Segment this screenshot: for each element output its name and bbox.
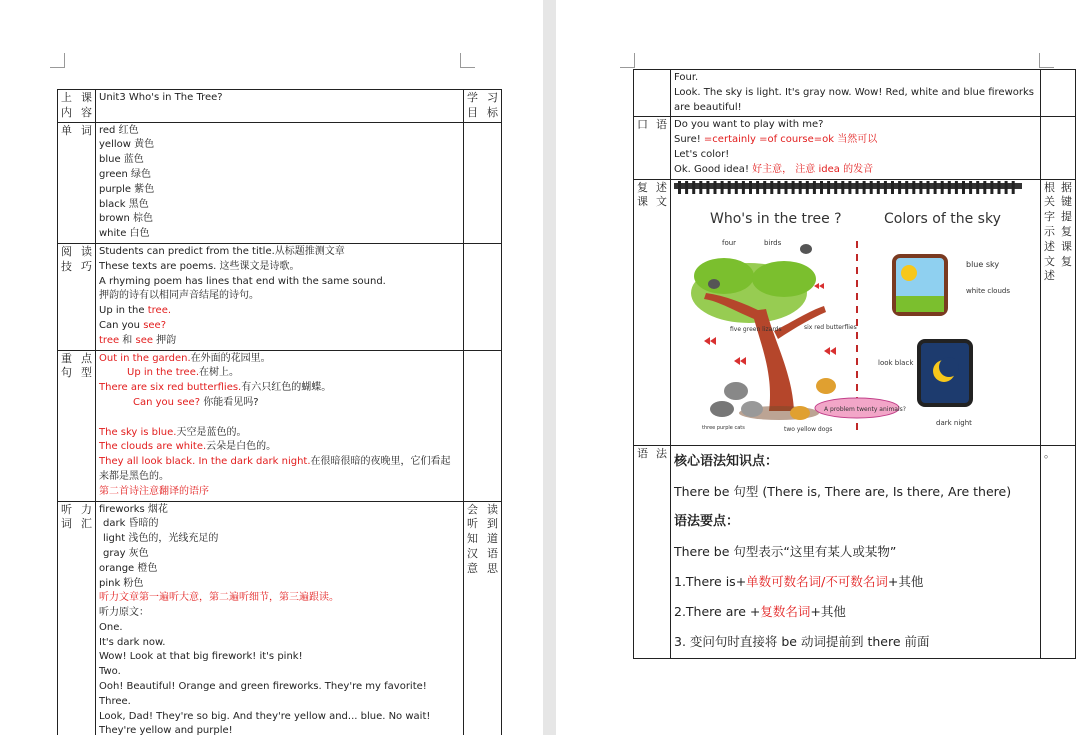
label-white-clouds: white clouds <box>966 286 1010 295</box>
content-line <box>674 133 1037 148</box>
row-label: 阅读技巧 <box>58 243 96 350</box>
highlight-text: The clouds are white. <box>99 441 207 453</box>
highlight-text: They all look black. In the dark dark night. <box>99 456 311 468</box>
content-line: red 红色 <box>99 124 139 136</box>
label-look-black: look black <box>878 358 914 367</box>
binding-ring <box>863 181 866 194</box>
content-line: purple 紫色 <box>99 183 155 195</box>
highlight-text: 听力文章第一遍听大意，第二遍听细节，第三遍跟读。 <box>99 592 339 604</box>
binding-ring <box>770 181 773 194</box>
text-span: Can you <box>99 319 144 331</box>
content-line: Unit3 Who's in The Tree? <box>99 92 223 103</box>
table-row <box>634 179 1076 446</box>
binding-ring <box>706 181 709 194</box>
binding-ring <box>877 181 880 194</box>
binding-ring <box>742 181 745 194</box>
crop-mark <box>50 53 65 68</box>
binding-ring <box>870 181 873 194</box>
row-note <box>464 243 502 350</box>
row-note: 根据关键字提示复述课文复述 <box>1041 179 1076 446</box>
label-lizards: five green lizards <box>730 325 782 333</box>
row-note: 学习目标 <box>464 90 502 123</box>
row-content <box>671 446 1041 659</box>
blue-sky-window <box>894 256 946 314</box>
content-line: brown 棕色 <box>99 213 154 225</box>
content-line: Ooh! Beautiful! Orange and green fireworks. They're my favorite! <box>99 681 427 693</box>
content-line: light 浅色的，光线充足的 <box>103 533 219 545</box>
binding-ring <box>884 181 887 194</box>
content-line: white 白色 <box>99 228 150 240</box>
row-content <box>671 70 1041 117</box>
content-line <box>99 319 460 334</box>
content-line: Four. <box>674 72 699 83</box>
content-line: Students can predict from the title.从标题推测文章 <box>99 245 345 257</box>
crop-mark <box>620 53 635 68</box>
binding-ring <box>785 181 788 194</box>
content-line <box>99 485 460 500</box>
content-line: Do you want to play with me? <box>674 119 824 131</box>
row-note: 。 <box>1041 446 1076 659</box>
row-label: 单词 <box>58 122 96 243</box>
content-line <box>99 304 460 319</box>
content-line: fireworks 烟花 <box>99 503 168 515</box>
label-four: four <box>722 238 737 247</box>
content-line: orange 橙色 <box>99 562 158 574</box>
highlight-text: Can you see? <box>133 396 201 408</box>
text-span: 1.There is+ <box>674 574 747 590</box>
table-row <box>634 70 1076 117</box>
content-line <box>99 411 460 426</box>
content-line: yellow 黄色 <box>99 139 155 151</box>
binding-ring <box>699 181 702 194</box>
binding-ring <box>1012 181 1015 194</box>
lesson-table-body <box>58 90 502 735</box>
text-span: 在外面的花园里。 <box>190 352 271 364</box>
document-page-right <box>556 0 1080 735</box>
crop-mark <box>460 53 475 68</box>
label-butterflies: six red butterflies <box>804 323 857 331</box>
label-cats: three purple cats <box>702 424 745 431</box>
row-note <box>1041 70 1076 117</box>
highlight-text: Out in the garden. <box>99 352 191 364</box>
content-line: A rhyming poem has lines that end with the same sound. <box>99 275 386 287</box>
content-line: It's dark now. <box>99 636 166 648</box>
table-row <box>634 117 1076 179</box>
row-label: 语法 <box>634 446 671 659</box>
content-line <box>99 440 460 455</box>
binding-ring <box>856 181 859 194</box>
text-span: 云朵是白色的。 <box>206 441 277 453</box>
content-line <box>674 163 1037 178</box>
binding-ring <box>834 181 837 194</box>
content-line: 听力原文： <box>99 607 149 619</box>
text-span: 天空是蓝色的。 <box>176 426 247 438</box>
content-line <box>99 366 460 381</box>
binding-ring <box>969 181 972 194</box>
binding-ring <box>749 181 752 194</box>
lesson-table-left <box>57 89 502 735</box>
highlight-text: see? <box>143 319 167 331</box>
binding-ring <box>827 181 830 194</box>
story-illustration <box>674 181 1022 439</box>
highlight-text: There are six red butterflies. <box>99 382 242 394</box>
binding-ring <box>685 181 688 194</box>
content-line: pink 粉色 <box>99 577 144 589</box>
binding-ring <box>721 181 724 194</box>
content-line: Wow! Look at that big firework! it's pink! <box>99 651 303 663</box>
row-label: 复述课文 <box>634 179 671 446</box>
content-line: gray 灰色 <box>103 547 149 559</box>
row-label: 口语 <box>634 117 671 179</box>
binding-ring <box>756 181 759 194</box>
row-content <box>96 501 464 735</box>
row-content <box>96 243 464 350</box>
content-line: green 绿色 <box>99 168 152 180</box>
title-right: Colors of the sky <box>884 210 1001 227</box>
binding-ring <box>1005 181 1008 194</box>
row-label: 重点句型 <box>58 350 96 501</box>
content-line: 3. 变问句时直接将 be 动词提前到 there 前面 <box>674 634 930 650</box>
binding-ring <box>763 181 766 194</box>
row-content <box>96 90 464 123</box>
content-line: Look. The sky is light. It's gray now. Wow! Red, white and blue fireworks are beautiful! <box>674 86 1034 113</box>
row-note <box>1041 117 1076 179</box>
label-dark-night: dark night <box>936 418 972 427</box>
table-row <box>58 350 502 501</box>
binding-ring <box>948 181 951 194</box>
dark-night-window <box>919 341 971 405</box>
highlight-text: Up in the tree. <box>127 367 200 379</box>
row-content <box>96 122 464 243</box>
binding-ring <box>941 181 944 194</box>
content-line: There be 句型 (There is, There are, Is there, Are there) <box>674 484 1012 500</box>
content-line: Let's color! <box>674 148 730 160</box>
binding-ring <box>934 181 937 194</box>
text-span: 在树上。 <box>199 367 240 379</box>
content-line <box>674 567 1037 597</box>
content-line: 语法要点： <box>674 514 740 530</box>
row-content <box>671 179 1041 446</box>
title-left: Who's in the tree ? <box>710 210 842 227</box>
text-span: +其他 <box>887 574 924 590</box>
binding-ring <box>813 181 816 194</box>
binding-ring <box>912 181 915 194</box>
row-note <box>464 122 502 243</box>
highlight-text: tree <box>99 334 120 346</box>
text-span: 和 <box>119 334 136 346</box>
crop-mark <box>1039 53 1054 68</box>
binding-ring <box>990 181 993 194</box>
table-row <box>634 446 1076 659</box>
binding-ring <box>848 181 851 194</box>
binding-ring <box>792 181 795 194</box>
text-span: 2.There are + <box>674 604 761 620</box>
binding-ring <box>841 181 844 194</box>
highlight-text: =certainly =of course=ok 当然可以 <box>703 134 878 146</box>
binding-ring <box>998 181 1001 194</box>
content-line: 押韵的诗有以相同声音结尾的诗句。 <box>99 290 259 302</box>
label-blue-sky: blue sky <box>966 259 1000 269</box>
text-span: 你能看见吗? <box>200 396 259 408</box>
content-line <box>99 455 460 485</box>
binding-ring <box>927 181 930 194</box>
table-row <box>58 90 502 123</box>
text-span: 押韵 <box>153 334 177 346</box>
highlight-text: tree. <box>147 305 172 317</box>
binding-ring <box>919 181 922 194</box>
highlight-text: 单数可数名词/不可数名词 <box>746 574 888 590</box>
content-line <box>99 396 460 411</box>
lesson-table-body <box>634 70 1076 659</box>
text-span: Sure! <box>674 134 704 146</box>
binding-ring <box>678 181 681 194</box>
row-content <box>96 350 464 501</box>
table-row <box>58 122 502 243</box>
label-problem: A problem twenty animals? <box>824 405 906 413</box>
content-line <box>99 426 460 441</box>
binding-ring <box>735 181 738 194</box>
content-line: One. <box>99 621 123 633</box>
content-line: 核心语法知识点： <box>674 454 779 470</box>
row-label <box>634 70 671 117</box>
text-span: Up in the <box>99 305 148 317</box>
highlight-text: 第二首诗注意翻译的语序 <box>99 485 209 497</box>
row-content <box>671 117 1041 179</box>
content-line <box>99 381 460 396</box>
table-row <box>58 501 502 735</box>
content-line: dark 昏暗的 <box>103 518 159 530</box>
text-span: +其他 <box>810 604 846 620</box>
content-line: Two. <box>99 666 121 678</box>
binding-ring <box>898 181 901 194</box>
binding-ring <box>714 181 717 194</box>
text-span: Ok. Good idea! <box>674 163 753 175</box>
binding-ring <box>905 181 908 194</box>
content-line <box>99 591 460 606</box>
lesson-table-right <box>633 69 1076 659</box>
text-span: 有六只红色的蝴蝶。 <box>241 382 332 394</box>
highlight-text: 好主意， 注意 idea 的发音 <box>752 163 874 175</box>
binding-ring <box>692 181 695 194</box>
row-note <box>464 350 502 501</box>
label-dogs: two yellow dogs <box>784 425 833 433</box>
content-line: These texts are poems. 这些课文是诗歌。 <box>99 260 300 272</box>
content-line <box>99 334 460 349</box>
row-note: 会读听到知道汉语意思 <box>464 501 502 735</box>
content-line <box>99 352 460 367</box>
binding-ring <box>983 181 986 194</box>
label-birds: birds <box>764 238 782 247</box>
content-line: There be 句型表示“这里有某人或某物” <box>674 544 897 560</box>
content-line <box>674 597 1037 627</box>
content-line: Three. <box>99 695 131 707</box>
highlight-text: The sky is blue. <box>99 426 177 438</box>
binding-ring <box>820 181 823 194</box>
content-line: Look, Dad! They're so big. And they're yellow and... blue. No wait! They're yellow and purple! <box>99 710 431 735</box>
highlight-text: 复数名词 <box>760 604 811 620</box>
row-label: 上课内容 <box>58 90 96 123</box>
binding-ring <box>799 181 802 194</box>
binding-ring <box>777 181 780 194</box>
binding-ring <box>891 181 894 194</box>
table-row <box>58 243 502 350</box>
highlight-text: see <box>135 334 153 346</box>
row-label: 听力词汇 <box>58 501 96 735</box>
content-line: black 黑色 <box>99 198 149 210</box>
binding-ring <box>962 181 965 194</box>
binding-ring <box>728 181 731 194</box>
content-line: blue 蓝色 <box>99 154 144 166</box>
binding-ring <box>806 181 809 194</box>
binding-ring <box>976 181 979 194</box>
binding-ring <box>955 181 958 194</box>
text-span: 在很暗很暗的夜晚里，它们看起来都是黑色的。 <box>99 456 451 482</box>
